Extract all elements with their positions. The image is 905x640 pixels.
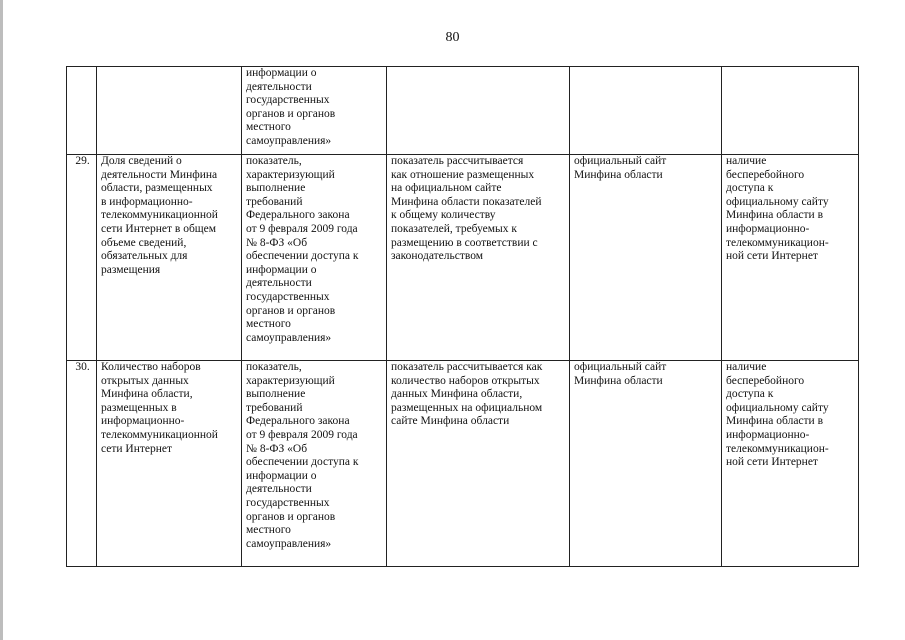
indicator-name: Доля сведений о деятельности Минфина области, размещенных в информационно- телекоммуникационной сети Интернет в общем объеме сведений, обязательных для размещения <box>97 155 242 361</box>
table-row <box>67 67 859 155</box>
calculation-method: показатель рассчитывается как количество наборов открытых данных Минфина области, размещенных на официальном сайте Минфина области <box>387 361 570 567</box>
indicator-name: Количество наборов открытых данных Минфина области, размещенных в информационно- телекоммуникационной сети Интернет <box>97 361 242 567</box>
data-source <box>570 67 722 155</box>
page-number: 80 <box>445 30 460 45</box>
note: наличие бесперебойного доступа к официальному сайту Минфина области в информационно- телекоммуникацион- ной сети Интернет <box>722 361 859 567</box>
calculation-method: показатель рассчитывается как отношение размещенных на официальном сайте Минфина области показателей к общему количеству показателей, требуемых к размещению в соответствии с законодательством <box>387 155 570 361</box>
indicator-definition: информации о деятельности государственных органов и органов местного самоуправления» <box>242 67 387 155</box>
note: наличие бесперебойного доступа к официальному сайту Минфина области в информационно- телекоммуникацион- ной сети Интернет <box>722 155 859 361</box>
indicators-table <box>66 66 859 567</box>
data-source: официальный сайт Минфина области <box>570 361 722 567</box>
row-number: 29. <box>67 155 97 361</box>
table-row <box>67 361 859 567</box>
row-number <box>67 67 97 155</box>
row-number: 30. <box>67 361 97 567</box>
indicator-name <box>97 67 242 155</box>
calculation-method <box>387 67 570 155</box>
indicator-definition: показатель, характеризующий выполнение требований Федерального закона от 9 февраля 2009 года № 8-ФЗ «Об обеспечении доступа к информации о деятельности государственных органов и органов местного самоуправления» <box>242 155 387 361</box>
indicator-definition: показатель, характеризующий выполнение требований Федерального закона от 9 февраля 2009 года № 8-ФЗ «Об обеспечении доступа к информации о деятельности государственных органов и органов местного самоуправления» <box>242 361 387 567</box>
scan-edge <box>0 0 3 640</box>
data-source: официальный сайт Минфина области <box>570 155 722 361</box>
table-row <box>67 155 859 361</box>
note <box>722 67 859 155</box>
